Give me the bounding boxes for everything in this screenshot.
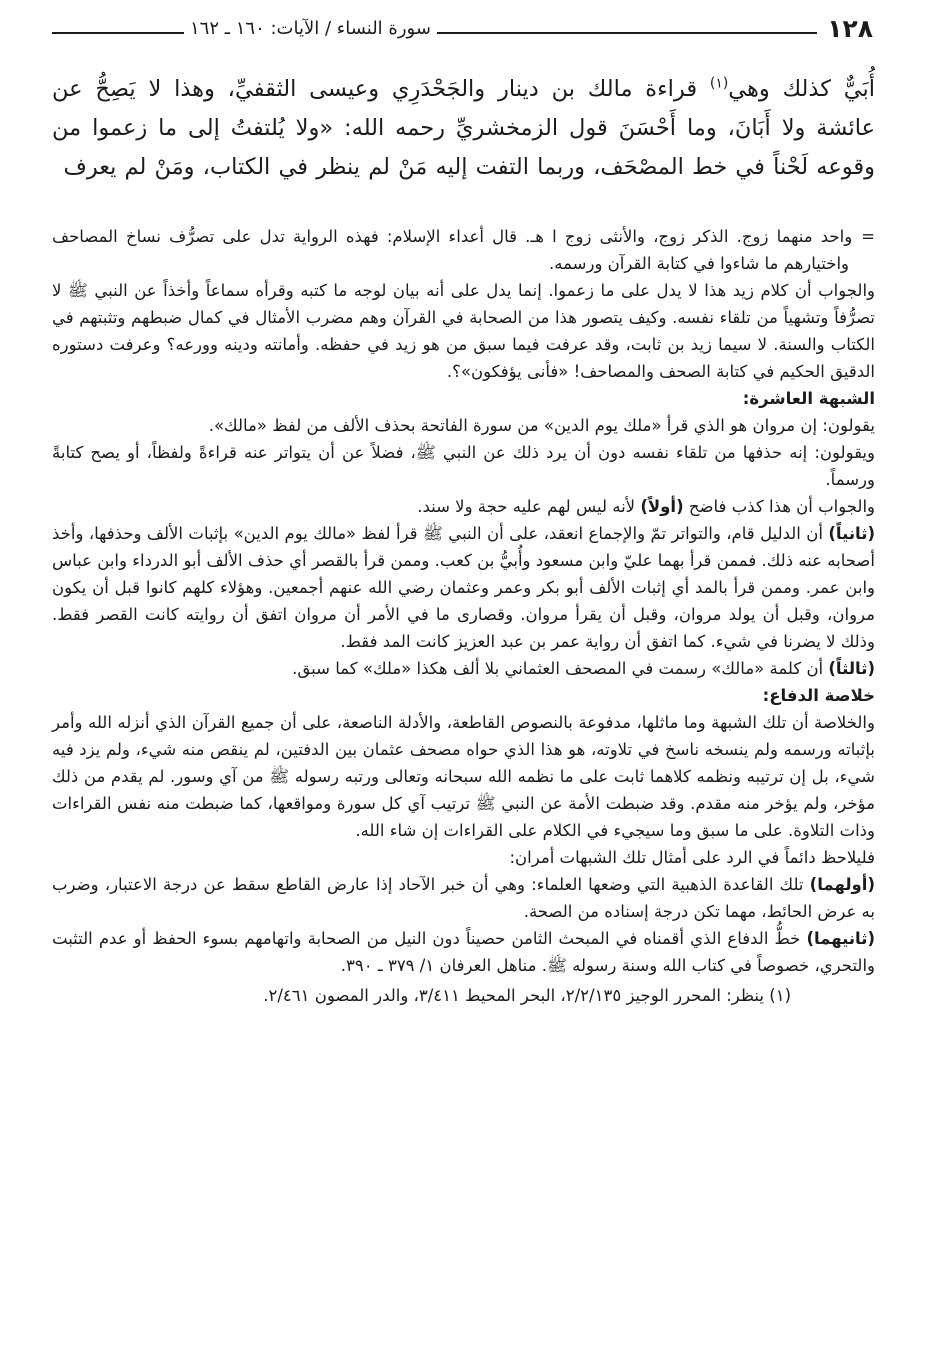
text-segment: (أولاً) [640,497,684,516]
footnote-paragraph [52,925,875,979]
continuation-marker: = [861,227,875,246]
header-rule-left [52,32,184,34]
text-segment: أن الدليل قام، والتواتر تمّ والإجماع انعقد، على أن النبي ﷺ قرأ لفظ «مالك يوم الدين» بإثبات الألف وحذفها، وأخذ أصحابه عنه ذلك. فممن قرأ بهما عليّ وابن مسعود وأُبيُّ بن كعب. وممن قرأ بالقصر أي حذف الألف أبو الدرداء وابن عباس وابن عمر. وممن قرأ بالمد أي إثبات الألف أبو بكر وعمر وعثمان رضي الله عنهم أجمعين. وهؤلاء كلهم كانوا قبل أن يكون مروان، وقبل أن يولد مروان، وقبل أن يقرأ مروان. وقصارى ما في الأمر أن مروان اتفق أن روايته كانت القصر فقط. وذلك لا يضرنا في شيء. كما اتفق أن رواية عمر بن عبد العزيز كانت المد فقط. [52,524,875,651]
header-rule-right [437,32,817,34]
footnote-paragraph [52,844,875,871]
text-segment: والجواب أن كلام زيد هذا لا يدل على ما زعموا. إنما يدل على أنه بيان لوجه ما كتبه وقرأه سماعاً وأخذاً عن النبي ﷺ لا تصرُّفاً وتشهياً من تلقاء نفسه. وكيف يتصور هذا من الصحابة في القرآن وهم مضرب الأمثال في كمال ضبطهم وتثبتهم في الكتاب والسنة. لا سيما زيد بن ثابت، وقد عرفت فيما سبق من هو زيد في حفظه. وأمانته ودينه وورعه؟ وعرفت دستوره الدقيق الحكيم في كتابة الصحف والمصاحف! «فأنى يؤفكون»؟. [52,281,875,381]
body-paragraph [52,70,875,187]
text-segment: واحد منهما زوج. الذكر زوج، والأنثى زوج ا هـ. قال أعداء الإسلام: فهذه الرواية تدل على تصرُّف نساخ المصاحف واختيارهم ما شاءوا في كتابة القرآن ورسمه. [52,227,853,273]
text-segment: والخلاصة أن تلك الشبهة وما ماثلها، مدفوعة بالنصوص القاطعة، والأدلة الناصعة، على أن جميع القرآن الذي أنزله الله وأمر بإثباته ورسمه ولم ينسخه ناسخ في تلاوته، هو هذا الذي حواه مصحف عثمان بين الدفتين، لم ينقص منه شيء، ولم يزد فيه شيء، بل إن ترتيبه ونظمه كلاهما ثابت على ما نظمه الله سبحانه وتعالى ورتبه رسوله ﷺ من آي وسور. لم يقدم من ذلك مؤخر، ولم يؤخر منه مقدم. وقد ضبطت الأمة عن النبي ﷺ ترتيب آي كل سورة ومواقعها، كما ضبطت منه نفس القراءات وذات التلاوة. على ما سبق وما سيجيء في الكلام على القراءات إن شاء الله. [52,713,875,840]
footnote-paragraph [52,655,875,682]
footnote-ref: (١) [709,75,729,92]
body-text [52,70,875,187]
footnote-paragraph [52,412,875,439]
page-number: ١٢٨ [827,14,873,43]
footnote-continuation [52,223,875,277]
footnotes-block [52,223,875,979]
footnote-paragraph [52,520,875,655]
text-segment: (ثالثاً) [828,659,875,678]
text-segment: (ثانيهما) [806,929,875,948]
text-segment: تلك القاعدة الذهبية التي وضعها العلماء: وهي أن خبر الآحاد إذا عارض القاطع سقط عن درجة الاعتبار، وضرب به عرض الحائط، مهما تكن درجة إسناده من الصحة. [52,875,875,921]
text-segment: (أولهما) [809,875,875,894]
page-header [52,14,875,43]
footnote-paragraph [52,277,875,385]
text-segment: أُبَيٌّ كذلك وهي [728,76,875,102]
text-segment: فليلاحظ دائماً في الرد على أمثال تلك الشبهات أمران: [509,848,875,867]
text-segment: ويقولون: إنه حذفها من تلقاء نفسه دون أن يرد ذلك عن النبي ﷺ، فضلاً عن أن يتواتر عنه قراءةً ولفظاً، أو يصح كتابةً ورسماً. [52,443,875,489]
text-segment: الشبهة العاشرة: [742,389,875,408]
footnote-paragraph [52,439,875,493]
footnote-paragraph [52,493,875,520]
footnote-paragraph [52,871,875,925]
chapter-title: سورة النساء / الآيات: ١٦٠ ـ ١٦٢ [190,18,431,40]
text-segment: أن كلمة «مالك» رسمت في المصحف العثماني بلا ألف هكذا «ملك» كما سبق. [292,659,829,678]
text-segment: خطُّ الدفاع الذي أقمناه في المبحث الثامن حصيناً دون النيل من الصحابة واتهامهم بسوء الحفظ أو عدم التثبت والتحري، خصوصاً في كتاب الله وسنة رسوله ﷺ. مناهل العرفان ١/ ٣٧٩ ـ ٣٩٠. [52,929,875,975]
text-segment: يقولون: إن مروان هو الذي قرأ «ملك يوم الدين» من سورة الفاتحة بحذف الألف من لفظ «مالك». [208,416,875,435]
text-segment: قراءة مالك بن دينار والجَحْدَرِي وعيسى الثقفيِّ، وهذا لا يَصِحُّ عن عائشة ولا أَبَانَ، وما أَحْسَنَ قول الزمخشريِّ رحمه الله: «ولا يُلتفتُ إلى ما زعموا من وقوعه لَحْناً في خط المصْحَف، وربما التفت إليه مَنْ لم ينظر في الكتاب، ومَنْ لم يعرف [52,76,875,180]
bottom-footnote: (١) ينظر: المحرر الوجيز ٢/٢/١٣٥، البحر المحيط ٣/٤١١، والدر المصون ٢/٤٦١. [263,986,791,1005]
text-segment: (ثانياً) [828,524,875,543]
footnote-heading [52,385,875,412]
text-segment: خلاصة الدفاع: [762,686,875,705]
text-segment: لأنه ليس لهم عليه حجة ولا سند. [417,497,641,516]
footnote-heading [52,682,875,709]
footnote-paragraph [52,709,875,844]
text-segment: والجواب أن هذا كذب فاضح [683,497,875,516]
